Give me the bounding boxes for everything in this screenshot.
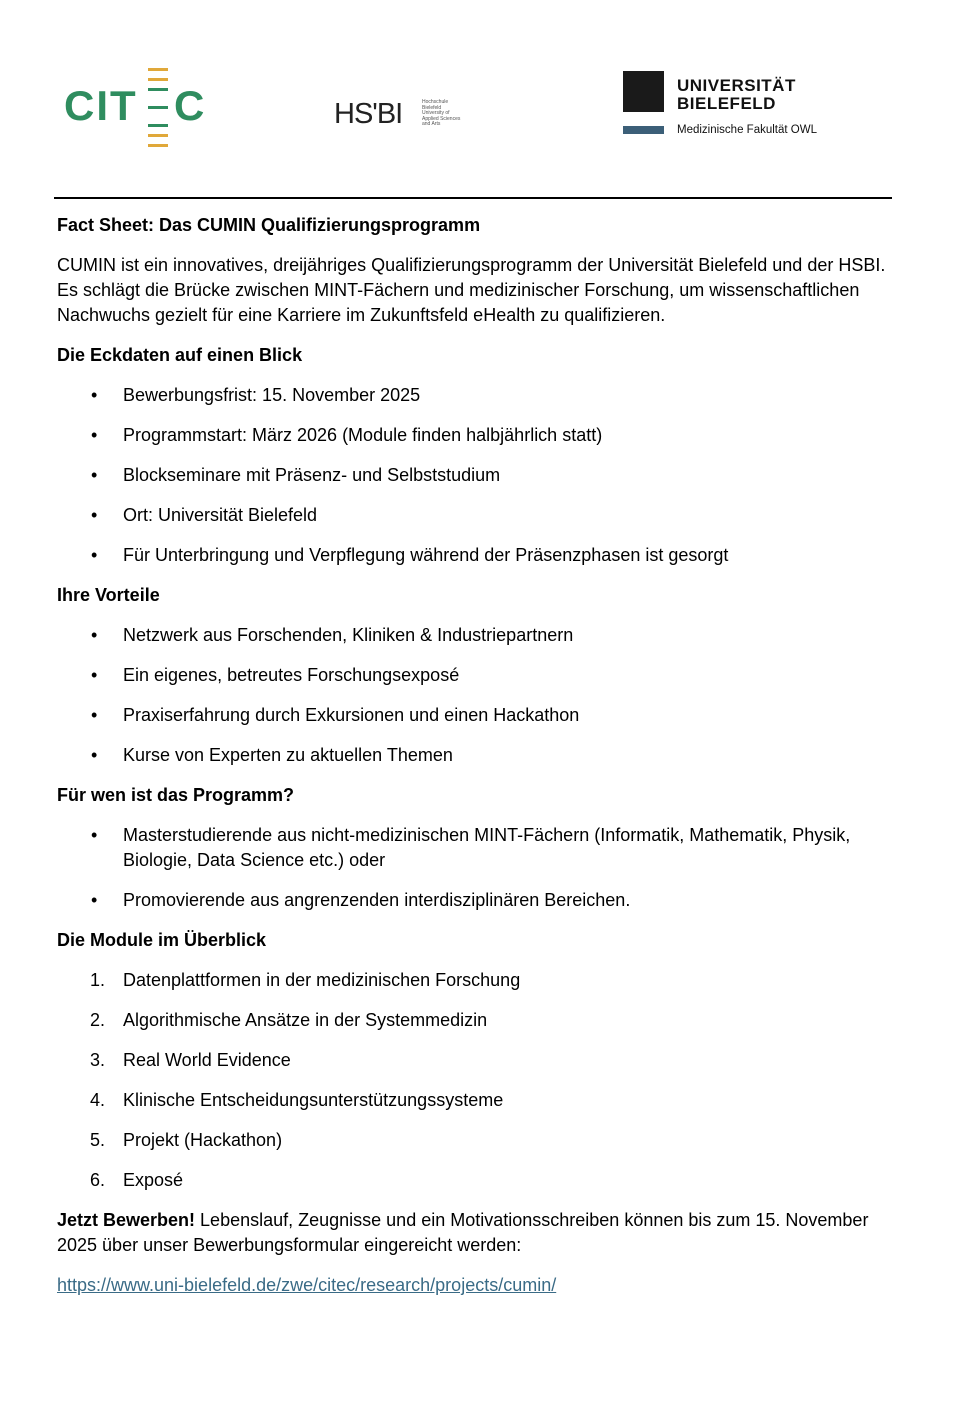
list-item: 6. Exposé xyxy=(90,1170,184,1190)
section-heading-module: Die Module im Überblick xyxy=(57,930,267,950)
list-item: • Für Unterbringung und Verpflegung während der Präsenzphasen ist gesorgt xyxy=(91,545,729,565)
citec-logo-bars xyxy=(148,68,170,148)
list-item: • Netzwerk aus Forschenden, Kliniken & Industriepartnern xyxy=(91,625,574,645)
list-item: • Bewerbungsfrist: 15. November 2025 xyxy=(91,385,421,405)
list-item: • Praxiserfahrung durch Exkursionen und einen Hackathon xyxy=(91,705,580,725)
section-heading-vorteile: Ihre Vorteile xyxy=(57,585,160,605)
cumin-project-link[interactable]: https://www.uni-bielefeld.de/zwe/citec/research/projects/cumin/ xyxy=(57,1275,557,1295)
vorteile-list xyxy=(57,623,887,768)
apply-callout: Jetzt Bewerben! xyxy=(57,1210,196,1230)
list-item: 5. Projekt (Hackathon) xyxy=(90,1130,283,1150)
citec-logo xyxy=(64,68,207,148)
eckdaten-list xyxy=(57,383,887,568)
list-item: 3. Real World Evidence xyxy=(90,1050,291,1070)
fact-sheet-body xyxy=(57,213,887,1298)
list-item: 2. Algorithmische Ansätze in der Systemmedizin xyxy=(90,1010,488,1030)
logo-header xyxy=(0,0,979,170)
list-item: • Kurse von Experten zu aktuellen Themen xyxy=(91,745,453,765)
list-item: • Promovierende aus angrenzenden interdisziplinären Bereichen. xyxy=(91,890,631,910)
hsbi-logo-subtitle: Hochschule Bielefeld University of Applied Sciences and Arts xyxy=(422,99,461,127)
list-item: 4. Klinische Entscheidungsunterstützungssysteme xyxy=(90,1090,504,1110)
uni-bielefeld-logo xyxy=(623,71,883,139)
list-item: • Blockseminare mit Präsenz- und Selbststudium xyxy=(91,465,501,485)
apply-text: Lebenslauf, Zeugnisse und ein Motivationsschreiben können bis zum 15. November 2025 über unser Bewerbungsformular eingereicht werden: xyxy=(57,1210,869,1255)
hsbi-logo-text: HS'BI xyxy=(334,98,403,130)
list-item: • Ein eigenes, betreutes Forschungsexposé xyxy=(91,665,460,685)
module-list xyxy=(57,968,887,1193)
citec-logo-text-right: C xyxy=(174,82,207,129)
citec-logo-text-left: CIT xyxy=(64,82,138,129)
uni-logo-bar xyxy=(623,126,664,134)
header-divider xyxy=(54,197,892,199)
section-heading-zielgruppe: Für wen ist das Programm? xyxy=(57,785,295,805)
list-item: 1. Datenplattformen in der medizinischen Forschung xyxy=(90,970,521,990)
list-item: • Programmstart: März 2026 (Module finden halbjährlich statt) xyxy=(91,425,603,445)
apply-paragraph xyxy=(57,1208,887,1258)
list-item: • Ort: Universität Bielefeld xyxy=(91,505,318,525)
intro-paragraph: CUMIN ist ein innovatives, dreijähriges Qualifizierungsprogramm der Universität Bielefeld und der HSBI. Es schlägt die Brücke zwischen MINT-Fächern und medizinischer Forschung, um wissenschaftlichen Nachwuchs gezielt für eine Karriere im Zukunftsfeld eHealth zu qualifizieren. xyxy=(57,255,886,325)
uni-logo-block xyxy=(623,71,664,112)
section-heading-eckdaten: Die Eckdaten auf einen Blick xyxy=(57,345,303,365)
uni-logo-faculty: Medizinische Fakultät OWL xyxy=(677,124,817,136)
list-item: • Masterstudierende aus nicht-medizinischen MINT-Fächern (Informatik, Mathematik, Physik, Biologie, Data Science etc.) oder xyxy=(91,825,851,870)
page-title: Fact Sheet: Das CUMIN Qualifizierungsprogramm xyxy=(57,215,481,235)
uni-logo-name: UNIVERSITÄT BIELEFELD xyxy=(677,76,796,113)
zielgruppe-list xyxy=(57,823,887,913)
